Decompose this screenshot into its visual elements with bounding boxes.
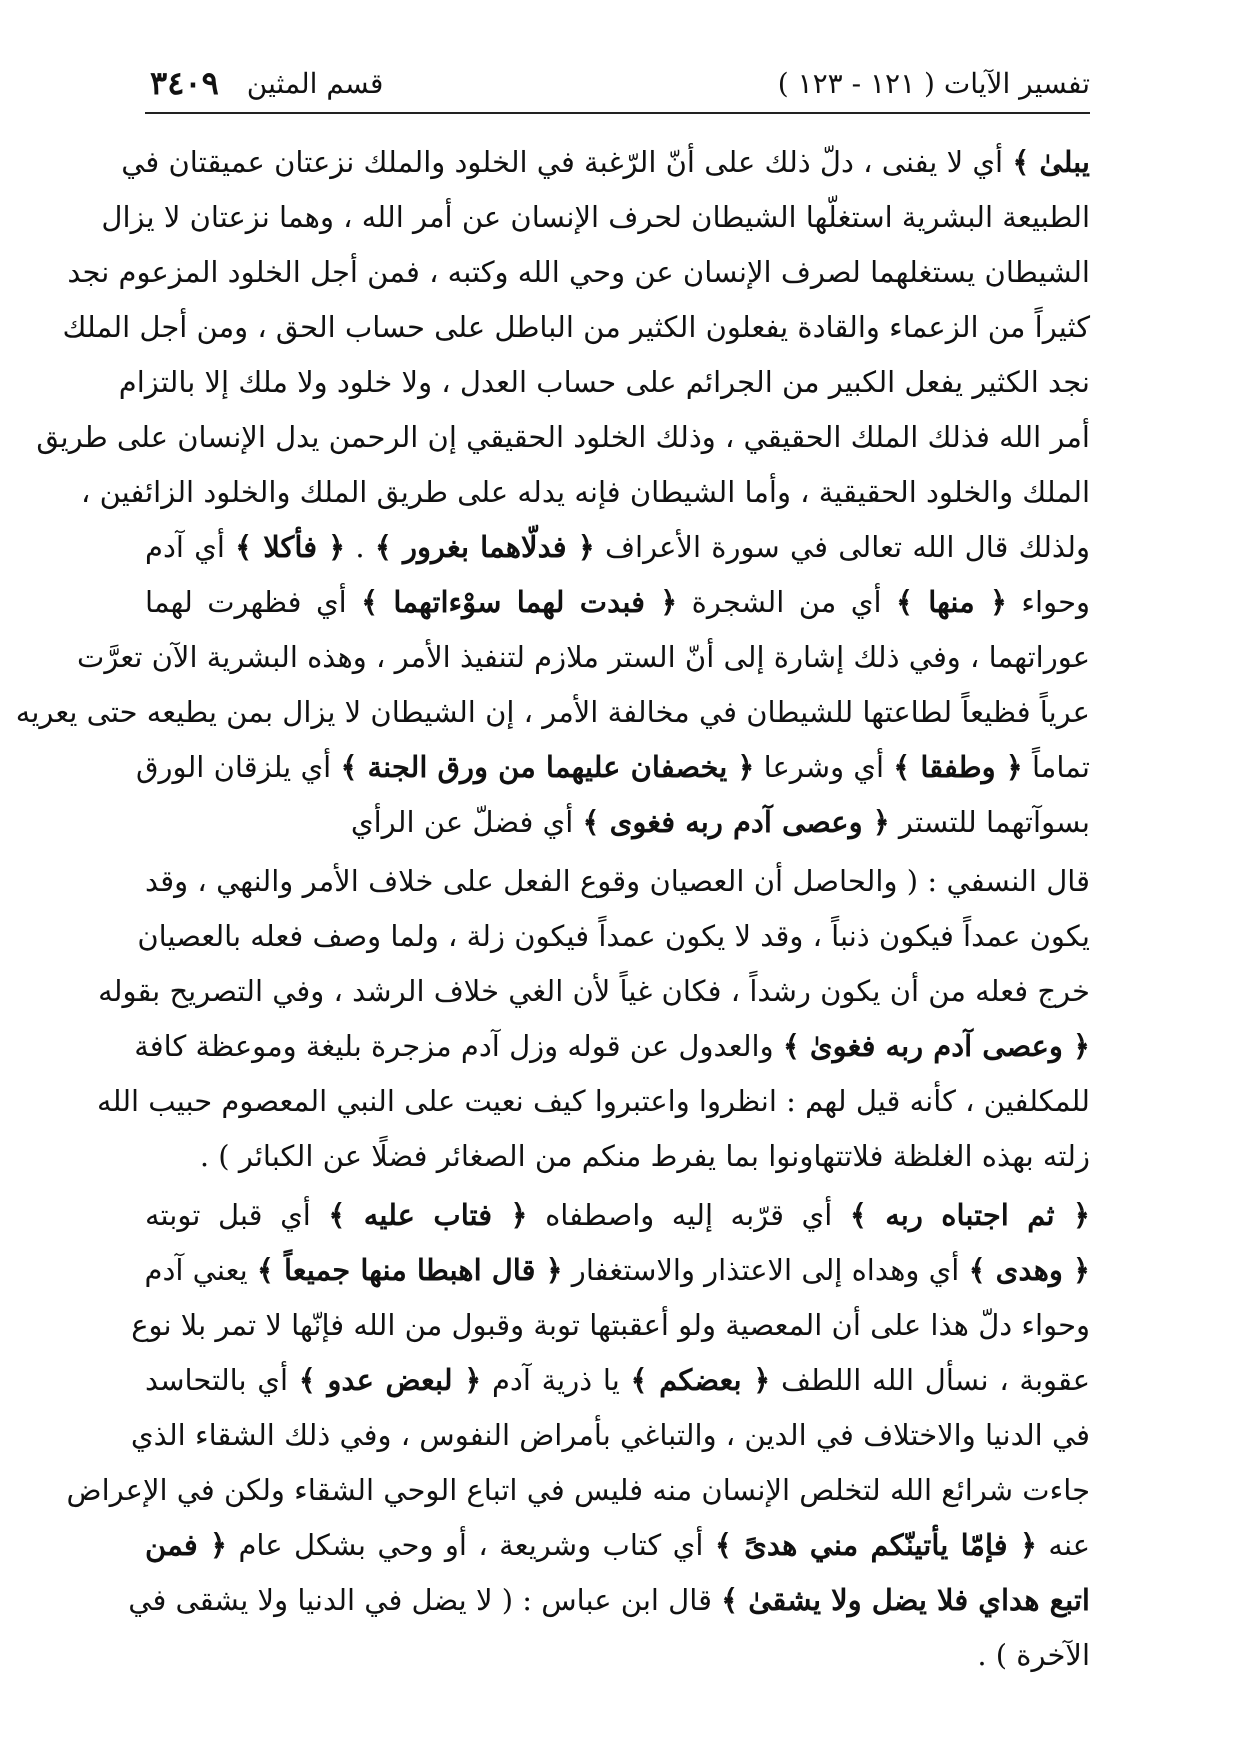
text-line [118,355,1090,410]
commentary-text: بسوآتهما للتستر [889,805,1090,839]
quran-quote: ﴿ وطفقا ﴾ [893,750,1023,784]
quran-quote: ﴿ وعصى آدم ربه فغوىٰ ﴾ [782,1029,1090,1063]
quran-quote: ﴿ فبدت لهما سوْءاتهما ﴾ [361,585,678,619]
quran-quote: ﴿ فتاب عليه ﴾ [328,1198,528,1232]
commentary-text: أي بالتحاسد [145,1363,299,1397]
text-line [145,1628,1090,1683]
text-line [97,1074,1090,1129]
commentary-text: عوراتهما ، وفي ذلك إشارة إلى أنّ الستر ملازم لتنفيذ الأمر ، وهذه البشرية الآن تعرَّت [77,640,1090,674]
page-header [150,52,1090,114]
quran-quote: ﴿ بعضكم ﴾ [630,1363,771,1397]
header-rule [145,112,1090,114]
text-line [145,1353,1090,1408]
text-line [128,1573,1090,1628]
commentary-text: تماماً [1022,750,1090,784]
text-line [145,1243,1090,1298]
quran-quote: ﴿ ثم اجتباه ربه ﴾ [849,1198,1090,1232]
quran-quote: ﴿ فأكلا ﴾ [235,530,346,564]
text-line [66,1463,1090,1518]
text-line [131,1298,1090,1353]
paragraph [15,135,1091,850]
text-line [145,1188,1090,1243]
text-line [15,685,1090,740]
text-line [77,630,1090,685]
commentary-text: أي فظهرت لهما [145,585,362,619]
text-line [101,190,1090,245]
quran-quote: ﴿ فدلّاهما بغرور ﴾ [374,530,595,564]
text-line [121,135,1090,190]
commentary-text: أي قرّبه إليه واصطفاه [527,1198,850,1232]
text-line [62,300,1090,355]
quran-quote: ﴿ يخصفان عليهما من ورق الجنة ﴾ [340,750,755,784]
commentary-text: عرياً فظيعاً لطاعتها للشيطان في مخالفة الأمر ، إن الشيطان لا يزال بمن يطيعه حتى يعريه [15,695,1090,729]
commentary-text: خرج فعله من أن يكون رشداً ، فكان غياً لأن الغي خلاف الرشد ، وفي التصريح بقوله [98,974,1090,1008]
quran-quote: اتبع هداي فلا يضل ولا يشقىٰ ﴾ [721,1583,1090,1617]
quran-quote: ﴿ وعصى آدم ربه فغوى ﴾ [582,805,890,839]
commentary-text: وحواء دلّ هذا على أن المعصية ولو أعقبتها توبة وقبول من الله فإنّها لا تمر بلا نوع [131,1308,1090,1342]
commentary-text: أي قبل توبته [145,1198,329,1232]
commentary-text: أي فضلّ عن الرأي [350,805,583,839]
commentary-text: عنه [1036,1528,1090,1562]
commentary-text: أمر الله فذلك الملك الحقيقي ، وذلك الخلود الحقيقي إن الرحمن يدل الإنسان على طريق [36,420,1090,454]
commentary-text: أي من الشجرة [677,585,896,619]
commentary-text: عقوبة ، نسأل الله اللطف [770,1363,1090,1397]
text-line [145,854,1090,909]
commentary-text: زلته بهذه الغلظة فلاتتهاونوا بما يفرط منكم من الصغائر فضلًا عن الكبائر ) . [199,1139,1090,1173]
commentary-text: قال النسفي : ( والحاصل أن العصيان وقوع الفعل على خلاف الأمر والنهي ، وقد [145,864,1090,898]
header-left [150,64,383,102]
section-title: قسم المثين [246,66,384,100]
commentary-text: يعني آدم [144,1253,257,1287]
commentary-text: الطبيعة البشرية استغلّها الشيطان لحرف الإنسان عن أمر الله ، وهما نزعتان لا يزال [101,200,1090,234]
text-line [135,740,1090,795]
quran-quote: ﴿ فإمّا يأتينّكم مني هدىً ﴾ [714,1528,1037,1562]
commentary-text: يكون عمداً فيكون ذنباً ، وقد لا يكون عمداً فيكون زلة ، ولما وصف فعله بالعصيان [137,919,1090,953]
commentary-text: أي كتاب وشريعة ، أو وحي بشكل عام [227,1528,715,1562]
paragraph [97,854,1090,1184]
text-line [145,1129,1090,1184]
commentary-text: والعدول عن قوله وزل آدم مزجرة بليغة وموعظة كافة [134,1029,783,1063]
commentary-text: جاءت شرائع الله لتخلص الإنسان منه فليس في اتباع الوحي الشقاء ولكن في الإعراض [66,1473,1090,1507]
commentary-text: نجد الكثير يفعل الكبير من الجرائم على حساب العدل ، ولا خلود ولا ملك إلا بالتزام [118,365,1090,399]
paragraph [66,1188,1090,1683]
text-line [134,1019,1090,1074]
page-body [15,135,1091,1683]
quran-quote: يبلىٰ ﴾ [1012,145,1090,179]
text-line [145,520,1090,575]
commentary-text: . [345,530,375,564]
quran-quote: ﴿ قال اهبطا منها جميعاً ﴾ [256,1253,563,1287]
commentary-text: وحواء [1007,585,1091,619]
commentary-text: الملك والخلود الحقيقية ، وأما الشيطان فإنه يدله على طريق الملك والخلود الزائفين ، [81,475,1090,509]
text-line [145,575,1090,630]
text-line [130,1408,1090,1463]
commentary-text: الآخرة ) . [977,1638,1090,1672]
text-line [98,964,1090,1019]
commentary-text: أي وشرعا [754,750,894,784]
text-line [36,410,1090,465]
commentary-text: أي آدم [145,530,236,564]
text-line [145,1518,1090,1573]
commentary-text: أي يلزقان الورق [135,750,341,784]
quran-quote: ﴿ لبعض عدو ﴾ [298,1363,482,1397]
page-number: ٣٤٠٩ [150,64,219,102]
commentary-text: ولذلك قال الله تعالى في سورة الأعراف [594,530,1090,564]
commentary-text: كثيراً من الزعماء والقادة يفعلون الكثير من الباطل على حساب الحق ، ومن أجل الملك [62,310,1090,344]
commentary-text: يا ذرية آدم [481,1363,631,1397]
text-line [67,245,1090,300]
quran-quote: ﴿ منها ﴾ [895,585,1007,619]
commentary-text: قال ابن عباس : ( لا يضل في الدنيا ولا يشقى في [128,1583,722,1617]
quran-quote: ﴿ فمن [145,1528,228,1562]
quran-quote: ﴿ وهدى ﴾ [968,1253,1090,1287]
commentary-text: أي وهداه إلى الاعتذار والاستغفار [562,1253,969,1287]
text-line [137,909,1090,964]
commentary-text: للمكلفين ، كأنه قيل لهم : انظروا واعتبروا كيف نعيت على النبي المعصوم حبيب الله [97,1084,1090,1118]
commentary-text: أي لا يفنى ، دلّ ذلك على أنّ الرّغبة في الخلود والملك نزعتان عميقتان في [121,145,1013,179]
commentary-text: الشيطان يستغلهما لصرف الإنسان عن وحي الله وكتبه ، فمن أجل الخلود المزعوم نجد [67,255,1090,289]
commentary-text: في الدنيا والاختلاف في الدين ، والتباغي بأمراض النفوس ، وفي ذلك الشقاء الذي [130,1418,1090,1452]
text-line [145,795,1090,850]
running-title: تفسير الآيات ( ١٢١ - ١٢٣ ) [777,66,1090,100]
text-line [81,465,1090,520]
